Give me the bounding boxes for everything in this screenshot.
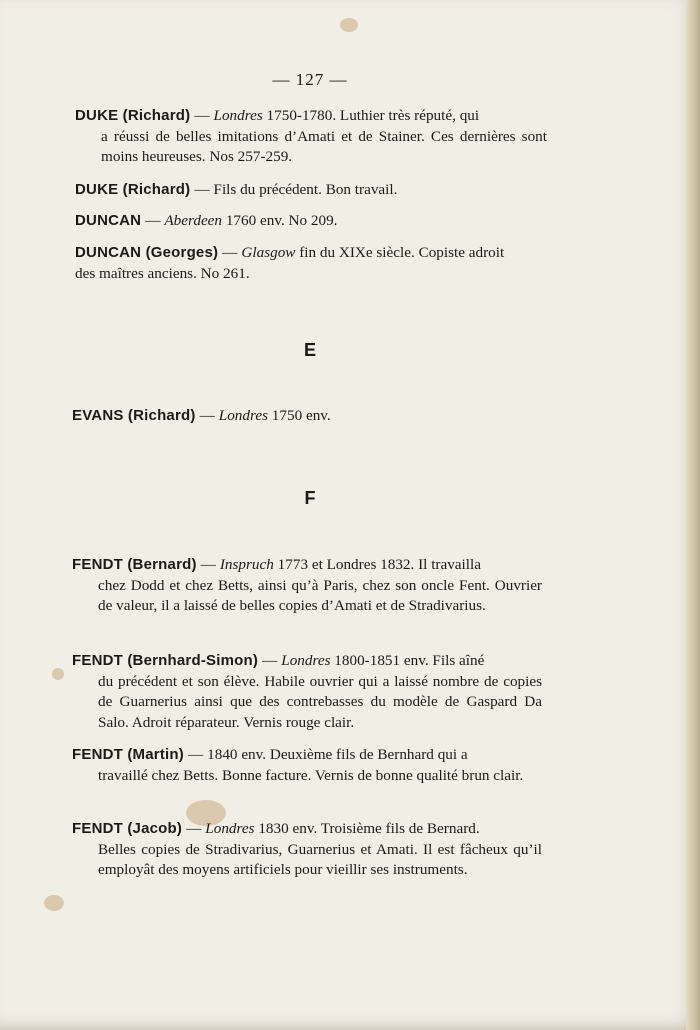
entry-text: 1830 env. Troisième fils de Bernard. <box>258 820 480 837</box>
entry-evans-richard: EVANS (Richard) — Londres 1750 env. <box>72 407 331 424</box>
entry-name: FENDT (Martin) <box>72 746 184 763</box>
entry-continuation: travaillé chez Betts. Bonne facture. Vernis de bonne qualité brun clair. <box>98 766 524 784</box>
page-edge <box>686 0 700 1030</box>
entry-text: 1840 env. Deuxième fils de Bernhard qui a <box>207 746 468 763</box>
entry-duke-richard-son: DUKE (Richard) — Fils du précédent. Bon travail. <box>75 181 398 198</box>
entry-text: 1750 env. <box>271 407 331 424</box>
entry-place: Londres <box>213 107 263 124</box>
foxing-stain <box>52 668 64 680</box>
foxing-stain <box>340 18 358 32</box>
page-number: — 127 — <box>272 70 348 89</box>
entry-place: Inspruch <box>219 556 274 573</box>
entry-continuation: des maîtres anciens. No 261. <box>75 264 250 282</box>
entry-continuation: du précédent et son élève. Habile ouvrier qui a laissé nombre de copies de Guarnerius ainsi que des contrebasses du modèle de Gaspard Da Salo. Adroit réparateur. Vernis rouge clair. <box>98 672 542 731</box>
entry-duncan: DUNCAN — Aberdeen 1760 env. No 209. <box>75 212 338 229</box>
foxing-stain <box>44 895 64 911</box>
entry-text: 1773 et Londres 1832. Il travailla <box>277 556 481 573</box>
entry-text: Fils du précédent. Bon travail. <box>213 181 398 198</box>
entry-text: 1750-1780. Luthier très réputé, qui <box>266 107 480 124</box>
entry-text: 1800-1851 env. Fils aîné <box>334 652 485 669</box>
entry-text: fin du XIXe siècle. Copiste adroit <box>299 244 505 261</box>
entry-place: Londres <box>281 652 331 669</box>
entry-duncan-georges: DUNCAN (Georges) — Glasgow fin du XIXe siècle. Copiste adroit des maîtres anciens. No 261. <box>75 243 547 284</box>
entry-place: Glasgow <box>241 244 296 261</box>
entry-place: Aberdeen <box>164 212 223 229</box>
entry-fendt-bernard: FENDT (Bernard) — Inspruch 1773 et Londres 1832. Il travailla chez Dodd et chez Betts, ainsi qu’à Paris, chez son oncle Fent. Ouvrier de valeur, il a laissé de belles copies d’Amati et de Stradivarius. <box>72 555 542 617</box>
entry-continuation: a réussi de belles imitations d’Amati et de Stainer. Ces dernières sont moins heureuses. Nos 257-259. <box>101 127 547 165</box>
section-letter-f: F <box>304 488 316 508</box>
entry-text: 1760 env. No 209. <box>225 212 338 229</box>
entry-continuation: chez Dodd et chez Betts, ainsi qu’à Paris, chez son oncle Fent. Ouvrier de valeur, il a laissé de belles copies d’Amati et de Stradivarius. <box>98 576 542 614</box>
entry-duke-richard: DUKE (Richard) — Londres 1750-1780. Luthier très réputé, qui a réussi de belles imitations d’Amati et de Stainer. Ces dernières sont moins heureuses. Nos 257-259. <box>75 106 547 168</box>
entry-name: EVANS (Richard) <box>72 407 196 424</box>
entry-place: Londres <box>205 820 255 837</box>
entry-fendt-jacob: FENDT (Jacob) — Londres 1830 env. Troisième fils de Bernard. Belles copies de Stradivarius, Guarnerius et Amati. Il est fâcheux qu’il employât des moyens artificiels pour vieillir ses instruments. <box>72 819 542 881</box>
entry-name: DUNCAN (Georges) <box>75 244 219 261</box>
entry-name: DUKE (Richard) <box>75 107 191 124</box>
entry-continuation: Belles copies de Stradivarius, Guarnerius et Amati. Il est fâcheux qu’il employât des moyens artificiels pour vieillir ses instruments. <box>98 840 542 878</box>
entry-name: FENDT (Bernhard-Simon) <box>72 652 259 669</box>
entry-name: DUKE (Richard) <box>75 181 191 198</box>
section-letter-e: E <box>303 340 316 360</box>
entry-name: FENDT (Jacob) <box>72 820 183 837</box>
entry-name: FENDT (Bernard) <box>72 556 197 573</box>
entry-fendt-martin: FENDT (Martin) — 1840 env. Deuxième fils de Bernhard qui a travaillé chez Betts. Bonne facture. Vernis de bonne qualité brun clair. <box>72 745 542 786</box>
entry-name: DUNCAN <box>75 212 142 229</box>
entry-place: Londres <box>218 407 268 424</box>
entry-fendt-bernhard-simon: FENDT (Bernhard-Simon) — Londres 1800-1851 env. Fils aîné du précédent et son élève. Habile ouvrier qui a laissé nombre de copies de Guarnerius ainsi que des contrebasses du modèle de Gaspard Da Salo. Adroit réparateur. Vernis rouge clair. <box>72 651 542 733</box>
